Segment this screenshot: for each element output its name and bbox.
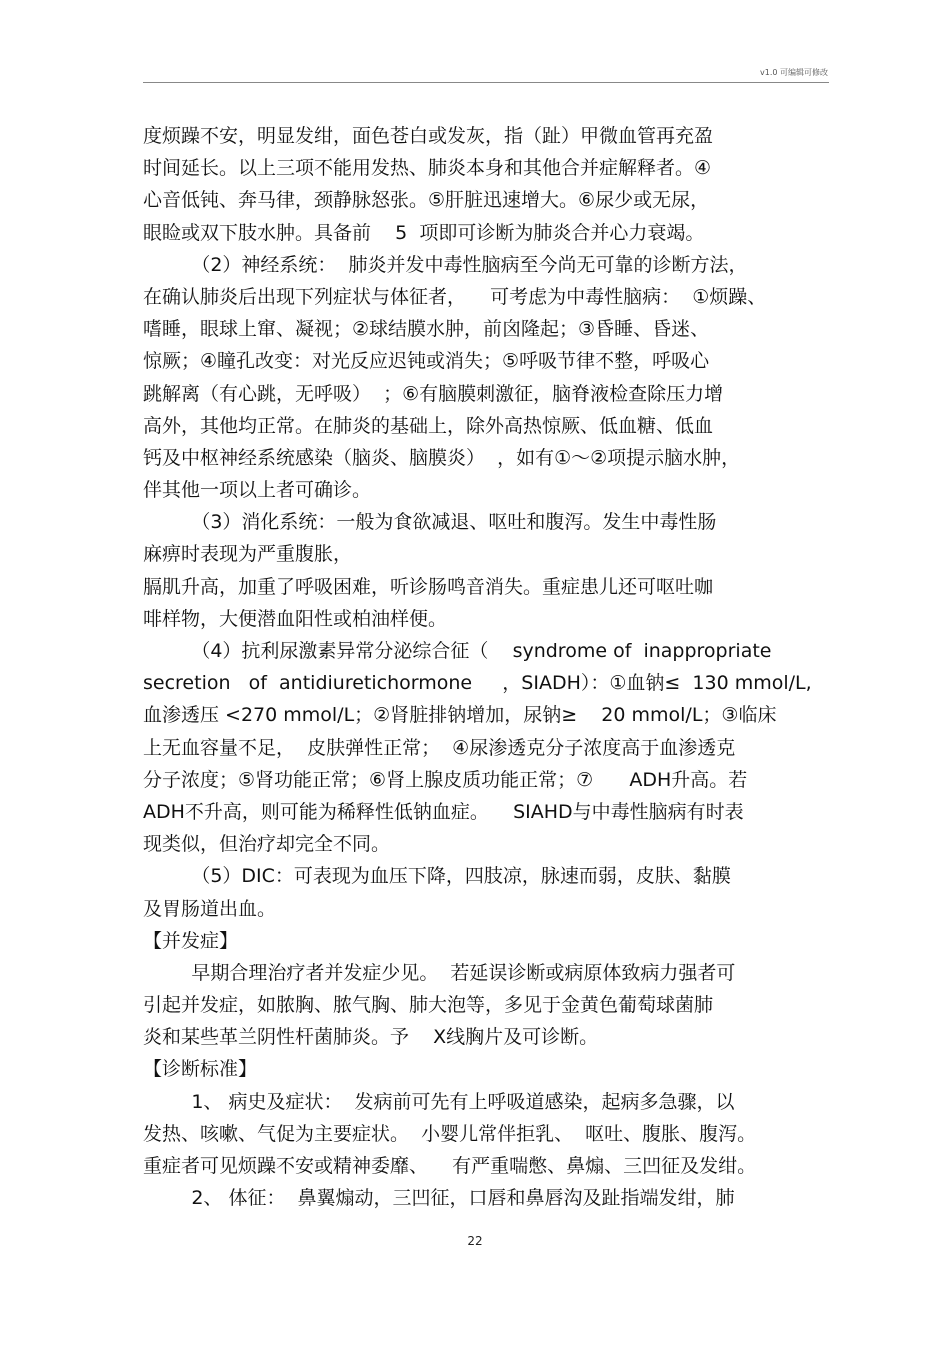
text-line: 膈肌升高，加重了呼吸困难，听诊肠鸣音消失。重症患儿还可呕吐咖 xyxy=(143,575,714,598)
text-line: 心音低钝、奔马律，颈静脉怒张。⑤肝脏迅速增大。⑥尿少或无尿， xyxy=(143,189,710,212)
page-header-version: v1.0 可编辑可修改 xyxy=(760,68,828,77)
text-line: 分子浓度；⑤肾功能正常；⑥肾上腺皮质功能正常；⑦ ADH升高。若 xyxy=(143,768,748,791)
text-line: （2）神经系统： 肺炎并发中毒性脑病至今尚无可靠的诊断方法， xyxy=(143,253,748,276)
text-line: 2、 体征： 鼻翼煽动，三凹征，口唇和鼻唇沟及趾指端发绀，肺 xyxy=(143,1187,735,1210)
text-line: 啡样物，大便潜血阳性或柏油样便。 xyxy=(143,607,448,630)
text-line: 惊厥；④瞳孔改变：对光反应迟钝或消失；⑤呼吸节律不整，呼吸心 xyxy=(143,350,710,373)
section-heading-complications: 【并发症】 xyxy=(143,929,239,952)
text-line: 重症者可见烦躁不安或精神委靡、 有严重喘憋、鼻煽、三凹征及发绀。 xyxy=(143,1155,757,1177)
text-line: 眼睑或双下肢水肿。具备前 5 项即可诊断为肺炎合并心力衰竭。 xyxy=(143,221,705,244)
text-line: 在确认肺炎后出现下列症状与体征者， 可考虑为中毒性脑病： ①烦躁、 xyxy=(143,285,767,308)
section-heading-diagnostic-criteria: 【诊断标准】 xyxy=(143,1058,258,1081)
text-line: 炎和某些革兰阴性杆菌肺炎。予 X线胸片及可诊断。 xyxy=(143,1026,599,1049)
text-line: 引起并发症，如脓胸、脓气胸、肺大泡等，多见于金黄色葡萄球菌肺 xyxy=(143,994,714,1017)
page-number: 22 xyxy=(467,1234,483,1248)
text-line: 跳解离（有心跳，无呼吸） ；⑥有脑膜刺激征，脑脊液检查除压力增 xyxy=(143,382,724,405)
text-line: 发热、咳嗽、气促为主要症状。 小婴儿常伴拒乳、 呕吐、腹胀、腹泻。 xyxy=(143,1122,757,1145)
text-line: 上无血容量不足， 皮肤弹性正常； ④尿渗透克分子浓度高于血渗透克 xyxy=(143,736,736,759)
text-line: 及胃肠道出血。 xyxy=(143,897,277,920)
text-line: 现类似，但治疗却完全不同。 xyxy=(143,833,391,856)
text-line: 嗜睡，眼球上窜、凝视；②球结膜水肿，前囟隆起；③昏睡、昏迷、 xyxy=(143,318,710,341)
text-line: （3）消化系统：一般为食欲减退、呕吐和腹泻。发生中毒性肠 xyxy=(143,511,717,534)
text-line: （5）DIC：可表现为血压下降，四肢凉，脉速而弱，皮肤、黏膜 xyxy=(143,865,731,888)
text-line: secretion of antidiuretichormone ，SIADH）：①血钠≤ 130 mmol/L, xyxy=(143,672,812,695)
text-line: 麻痹时表现为严重腹胀， xyxy=(143,543,353,566)
text-line: （4）抗利尿激素异常分泌综合征（ syndrome of inappropriate xyxy=(143,640,772,662)
text-line: 钙及中枢神经系统感染（脑炎、脑膜炎） ，如有①～②项提示脑水肿， xyxy=(143,446,741,469)
text-line: 血渗透压 <270 mmol/L；②肾脏排钠增加，尿钠≥ 20 mmol/L；③临床 xyxy=(143,704,777,727)
text-line: ADH不升高，则可能为稀释性低钠血症。 SIAHD与中毒性脑病有时表 xyxy=(143,800,744,823)
document-body xyxy=(143,120,813,1214)
text-line: 伴其他一项以上者可确诊。 xyxy=(143,479,372,502)
text-line: 1、 病史及症状： 发病前可先有上呼吸道感染，起病多急骤，以 xyxy=(143,1090,735,1113)
text-line: 早期合理治疗者并发症少见。 若延误诊断或病原体致病力强者可 xyxy=(143,961,736,984)
header-divider xyxy=(143,82,829,83)
text-line: 时间延长。以上三项不能用发热、肺炎本身和其他合并症解释者。④ xyxy=(143,157,712,180)
text-line: 度烦躁不安，明显发绀，面色苍白或发灰，指（趾）甲微血管再充盈 xyxy=(143,125,714,147)
text-line: 高外，其他均正常。在肺炎的基础上，除外高热惊厥、低血糖、低血 xyxy=(143,414,714,437)
